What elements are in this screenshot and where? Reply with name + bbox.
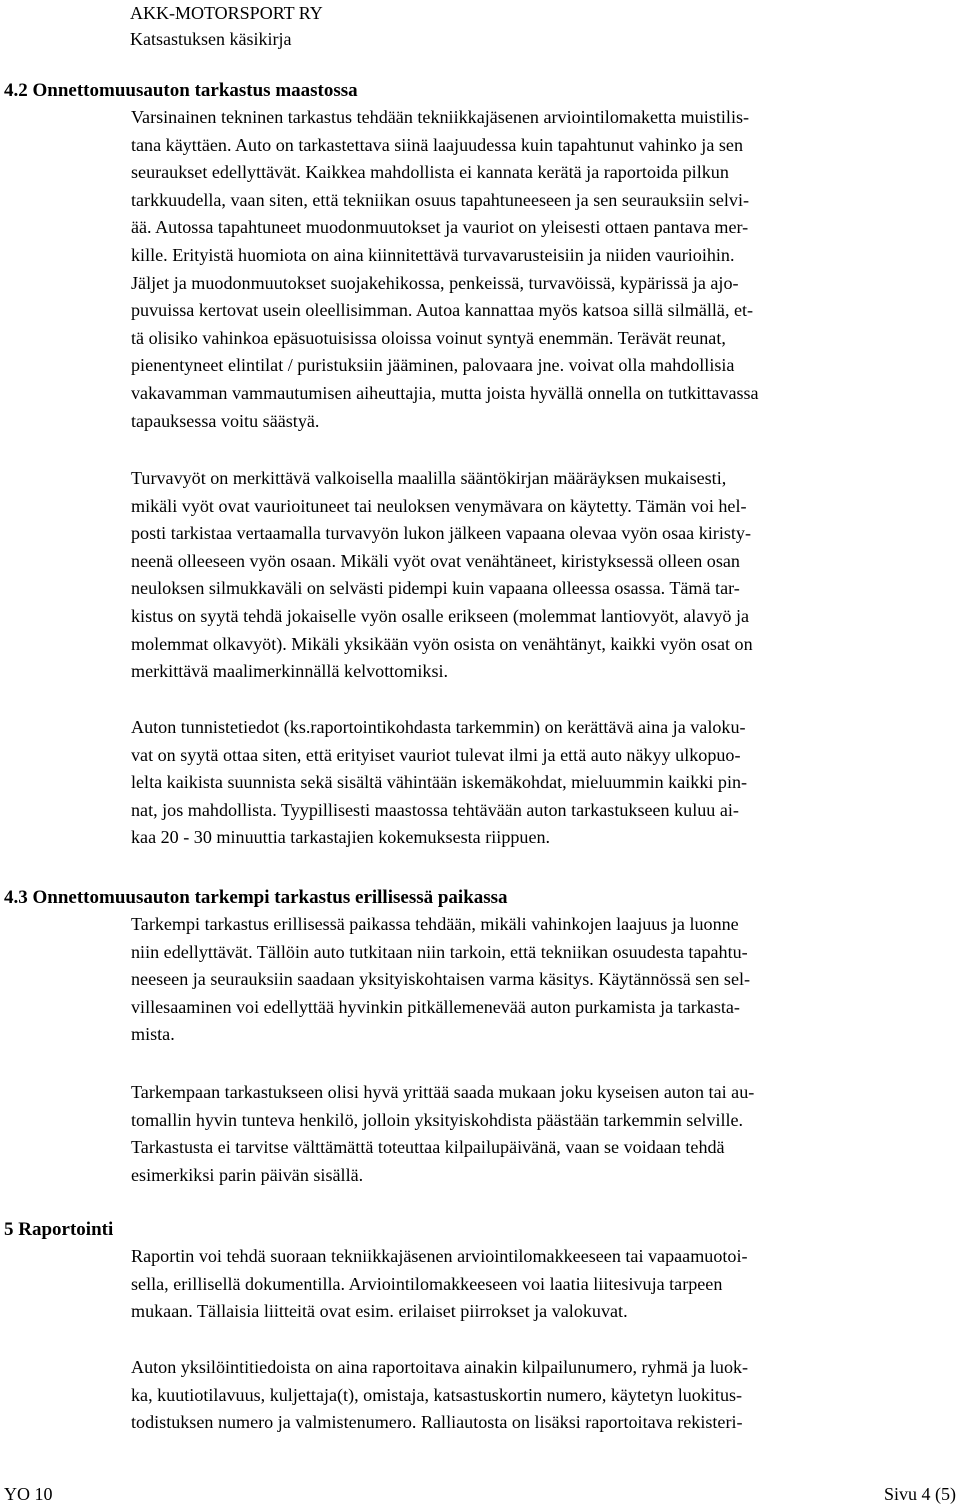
text-line: todistuksen numero ja valmistenumero. Ralliautosta on lisäksi raportoitava rekisteri-: [131, 1412, 743, 1433]
text-line: tana käyttäen. Auto on tarkastettava siinä laajuudessa kuin tapahtunut vahinko ja sen: [131, 134, 743, 155]
text-line: tarkkuudella, vaan siten, että tekniikan osuus tapahtuneeseen ja sen seurauksiin selvi-: [131, 189, 750, 210]
text-line: seuraukset edellyttävät. Kaikkea mahdollista ei kannata kerätä ja raportoida pilkun: [131, 162, 729, 183]
section-4-2-paragraph-3: [131, 714, 959, 852]
text-line: ää. Autossa tapahtuneet muodonmuutokset ja vauriot on yleisesti ottaen pantava mer-: [131, 217, 749, 238]
text-line: neenä olleeseen vyön osaan. Mikäli vyöt ovat venähtäneet, kiristyksessä olleen osan: [131, 550, 740, 571]
section-heading-5: 5 Raportointi: [4, 1219, 114, 1240]
text-line: nat, jos mahdollista. Tyypillisesti maastossa tehtävään auton tarkastukseen kuluu ai-: [131, 799, 739, 820]
text-line: villesaaminen voi edellyttää hyvinkin pitkällemenevää auton purkamista ja tarkasta-: [131, 996, 740, 1017]
text-line: lelta kaikista suunnista sekä sisältä vähintään iskemäkohdat, mieluummin kaikki pin-: [131, 772, 748, 793]
section-4-2-paragraph-1-text: [131, 104, 959, 435]
text-line: ka, kuutiotilavuus, kuljettaja(t), omistaja, katsastuskortin numero, käytetyn luokitus-: [131, 1384, 743, 1405]
text-line: molemmat olkavyöt). Mikäli yksikään vyön osista on venähtänyt, kaikki vyön osat on: [131, 633, 753, 654]
text-line: Jäljet ja muodonmuutokset suojakehikossa, penkeissä, turvavöissä, kypärissä ja ajo-: [131, 272, 739, 293]
text-line: vakavamman vammautumisen aiheuttajia, mutta joista hyvällä onnella on tutkittavassa: [131, 382, 759, 403]
text-line: mukaan. Tällaisia liitteitä ovat esim. erilaiset piirrokset ja valokuvat.: [131, 1301, 628, 1322]
section-4-3-paragraph-1: [131, 911, 959, 1049]
document-title: Katsastuksen käsikirja: [130, 29, 292, 49]
section-heading-4-3: 4.3 Onnettomuusauton tarkempi tarkastus erillisessä paikassa: [4, 887, 508, 908]
text-line: niin edellyttävät. Tällöin auto tutkitaan niin tarkoin, että tekniikan osuudesta tapahtu-: [131, 941, 748, 962]
text-line: tomallin hyvin tunteva henkilö, jolloin yksityiskohdista päästään tarkemmin selville.: [131, 1109, 744, 1130]
text-line: pienentyneet elintilat / puristuksiin jääminen, palovaara jne. voivat olla mahdollisia: [131, 355, 735, 376]
section-4-2-paragraph-2: [131, 465, 959, 686]
text-line: kistus on syytä tehdä jokaiselle vyön osalle erikseen (molemmat lantiovyöt, alavyö ja: [131, 605, 750, 626]
section-4-3-paragraph-2: [131, 1079, 959, 1189]
text-line: kille. Erityistä huomiota on aina kiinnitettävä turvavarusteisiin ja niiden vaurioihin.: [131, 244, 735, 265]
text-line: Raportin voi tehdä suoraan tekniikkajäsenen arviointilomakkeeseen tai vapaamuotoi-: [131, 1246, 748, 1266]
text-line: merkittävä maalimerkinnällä kelvottomiksi.: [131, 661, 449, 682]
text-line: neuloksen silmukkaväli on selvästi pidempi kuin vapaana olleessa osassa. Tämä tar-: [131, 578, 740, 599]
text-line: Tarkastusta ei tarvitse välttämättä toteuttaa kilpailupäivänä, vaan se voidaan tehdä: [131, 1137, 725, 1158]
text-line: Varsinainen tekninen tarkastus tehdään tekniikkajäsenen arviointilomaketta muistilis-: [131, 107, 750, 127]
text-line: tä olisiko vahinkoa epäsuotuisissa oloissa voinut syntyä enemmän. Terävät reunat,: [131, 327, 726, 348]
text-line: esimerkiksi parin päivän sisällä.: [131, 1164, 364, 1185]
text-line: sella, erillisellä dokumentilla. Arviointilomakkeeseen voi laatia liitesivuja tarpeen: [131, 1273, 723, 1294]
text-line: Turvavyöt on merkittävä valkoisella maalilla sääntökirjan määräyksen mukaisesti,: [131, 468, 727, 488]
text-line: Tarkempaan tarkastukseen olisi hyvä yrittää saada mukaan joku kyseisen auton tai au-: [131, 1082, 755, 1102]
footer-document-code: YO 10: [4, 1484, 53, 1504]
section-5-paragraph-2: [131, 1354, 959, 1437]
text-line: mista.: [131, 1024, 175, 1045]
text-line: puvuissa kertovat usein oleellisimman. Autoa kannattaa myös katsoa sillä silmällä, et-: [131, 300, 754, 321]
text-line: Auton tunnistetiedot (ks.raportointikohdasta tarkemmin) on kerättävä aina ja valoku-: [131, 717, 746, 737]
document-header: [130, 0, 323, 52]
text-line: posti tarkistaa vertaamalla turvavyön lukon jälkeen vapaana olevaa vyön osaa kiristy-: [131, 523, 751, 544]
section-5-paragraph-1: [131, 1243, 959, 1326]
text-line: neeseen ja seurauksiin saadaan yksityiskohtaisen varma käsitys. Käytännössä sen sel-: [131, 969, 751, 990]
text-line: mikäli vyöt ovat vaurioituneet tai neuloksen venymävara on käytetty. Tämän voi hel-: [131, 495, 747, 516]
text-line: tapauksessa voitu säästyä.: [131, 410, 320, 431]
text-line: Tarkempi tarkastus erillisessä paikassa tehdään, mikäli vahinkojen laajuus ja luonne: [131, 914, 739, 934]
text-line: kaa 20 - 30 minuuttia tarkastajien kokemuksesta riippuen.: [131, 827, 551, 848]
footer-page-number: Sivu 4 (5): [884, 1484, 956, 1504]
organization-name: AKK-MOTORSPORT RY: [130, 3, 323, 23]
text-line: Auton yksilöintitiedoista on aina raportoitava ainakin kilpailunumero, ryhmä ja luok-: [131, 1357, 749, 1377]
section-4-2-paragraph-1: [131, 77, 959, 105]
section-heading-4-2: 4.2 Onnettomuusauton tarkastus maastossa: [4, 80, 358, 101]
text-line: vat on syytä ottaa siten, että erityiset vauriot tulevat ilmi ja että auto näkyy ulkopuo-: [131, 744, 741, 765]
